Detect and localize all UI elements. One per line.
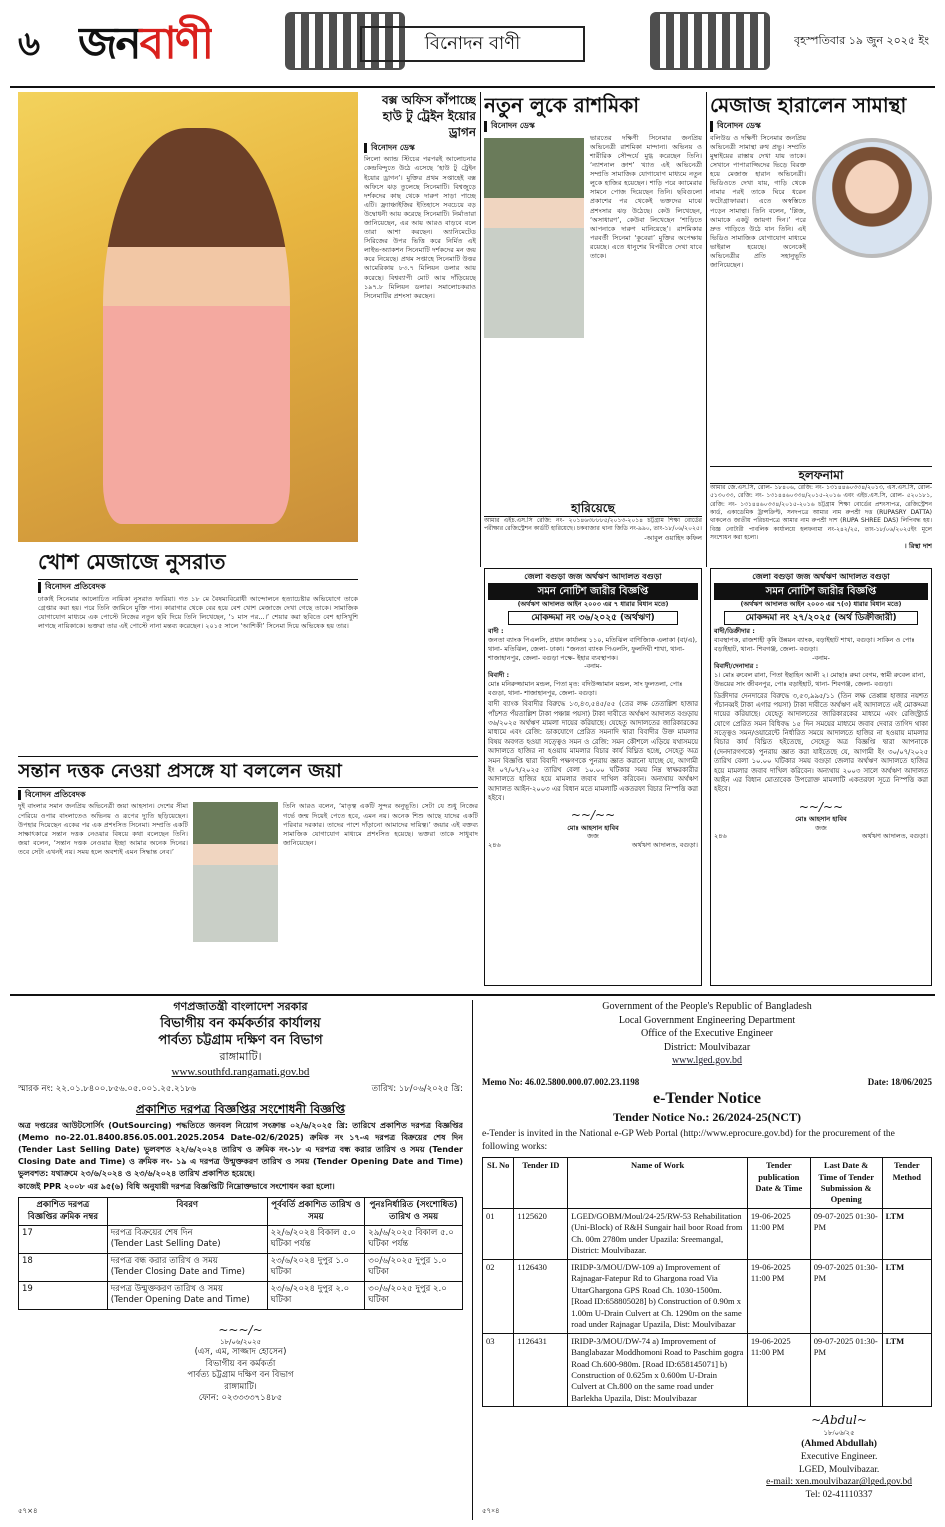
cell-old: ২২/৬/২০২৪ বিকাল ৫.০ ঘটিকা পর্যন্ত: [267, 1226, 365, 1254]
cell-work: IRIDP-3/MOU/DW-74 a) Improvement of Banglabazar Moddhomoni Road to Paschim gogra Road Ch.600-980m. [Road ID:658145071] b) Construction of 0.625m x 0.600m U-Drain Culvert at Ch.800 on the same road under Barlekha Upazila, Dist: Moulvibazar: [568, 1333, 748, 1407]
signer-place: রাঙ্গামাটি।: [224, 1381, 257, 1392]
article-dragon: [364, 92, 476, 752]
ad-code: ২৪৬: [714, 832, 727, 841]
table-row: [483, 1333, 932, 1407]
film-reel-icon: [650, 12, 770, 70]
notice-title: সমন নোটিশ জারীর বিজ্ঞপ্তি: [488, 583, 698, 601]
telephone: Tel: 02-41110337: [805, 1490, 873, 1501]
cell-id: 1125620: [514, 1208, 568, 1259]
notice-date: তারিখ: ১৮/০৬/২০২৫ খ্রি:: [371, 1083, 463, 1094]
case-number: মোকদ্দমা নং ২৭/২০২৫ (অর্থ ডিক্রীজারী): [724, 611, 918, 625]
signer-court: অর্থঋণ আদালত, বগুড়া।: [631, 841, 698, 850]
summons-notice-2: [710, 568, 932, 986]
article-body-left: দুই বাংলার সমান জনপ্রিয় অভিনেত্রী জয়া আহসান। দেশের সীমা পেরিয়ে ওপার বাংলাতেও অভিনয় ও রূপের দ্যুতি ছড়িয়েছেন। উপহার দিয়েছেন একের পর এক প্রশংসিত সিনেমা। সম্প্রতি একটি সাক্ষাৎকারে সন্তান দত্তক নেওয়ার বিষয়ে কথা বলেছেন তিনি। জয়া বলেন, ‘সন্তান দত্তক নেওয়ার ইচ্ছা আমার অনেক দিনের। তবে সেটা এখনই নয়। সময় হলে অবশ্যই এমন সিদ্ধান্ত নেব।’: [18, 802, 188, 856]
headline: নতুন লুকে রাশমিকা: [484, 93, 639, 117]
cell-new: ৩০/৬/২০২৫ দুপুর ১.০ ঘটিকা: [365, 1253, 463, 1281]
col-header: Tender ID: [514, 1158, 568, 1209]
cell-id: 1126430: [514, 1259, 568, 1333]
table-row: [483, 1259, 932, 1333]
signature: ~~/~~: [798, 799, 844, 814]
court-name: জেলা বগুড়া জজ অর্থঋণ আদালত বগুড়া: [524, 572, 662, 581]
ad-code: ৫৭×৪: [482, 1506, 500, 1515]
article-body: লিলো অ্যান্ড স্টিচের পরপরই আলোচনার কেন্দ্রবিন্দুতে উঠে এসেছে ‘হাউ টু ট্রেইন ইয়োর ড্রাগন’। মুক্তির প্রথম সপ্তাহেই বক্স অফিসে ঝড় তুলেছে সিনেমাটি। বিশ্বজুড়ে দর্শকদের কাছ থেকে দারুণ সাড়া পাচ্ছে এটি। ফ্র্যাঞ্চাইজির ইতিহাসে সবচেয়ে বড় উদ্বোধনী আয় করেছে সিনেমাটি। নির্মাতারা জানিয়েছেন, এর আয় আরও বাড়বে বলে তারা আশা করছেন। অ্যানিমেটেড সিরিজের উপর ভিত্তি করে নির্মিত এই লাইভ-অ্যাকশন সিনেমাটি দর্শকদের মন জয় করে নিয়েছে। প্রথম সপ্তাহে সিনেমাটি উত্তর আমেরিকায় ৮৩.৭ মিলিয়ন ডলার আয় করেছে। বিশ্বব্যাপী মোট আয় দাঁড়িয়েছে ১৯৭.৮ মিলিয়ন ডলার। সমালোচকরাও সিনেমাটির প্রশংসা করছেন।: [364, 155, 476, 300]
col-header: SL No: [483, 1158, 514, 1209]
nusrat-photo: [18, 92, 358, 542]
cell-desc: [107, 1253, 267, 1281]
cell-old: ২৩/৬/২০২৪ দুপুর ২.০ ঘটিকা: [267, 1281, 365, 1309]
signer-title: Executive Engineer.: [800, 1451, 878, 1462]
signer-title: জজ: [587, 832, 599, 841]
headline: মেজাজ হারালেন সামান্থা: [710, 93, 907, 117]
desc-en: (Tender Opening Date and Time): [110, 1295, 250, 1306]
signature: ~Abdul~: [811, 1413, 867, 1428]
lost-body: আমার এইচ.এস.সি রেজি: নং- ২০১৪৬৩৮৮৮৫/২০১৩-২০১৪ চট্টগ্রাম শিক্ষা বোর্ডের পরীক্ষার রেজিস্ট্রেশন কার্ডটি হারিয়েছে। চকবাজার থানা জিডি নং-৯৯০, তাং-১৮/০৬/২০২৫।: [484, 517, 702, 533]
col-header: পূর্ববর্তি প্রকাশিত তারিখ ও সময়: [267, 1198, 365, 1226]
cell-sl: 03: [483, 1333, 514, 1407]
versus: -বনাম-: [584, 662, 602, 671]
sign-date: ১৮/০৬/২০২৫: [219, 1338, 262, 1347]
divider: [10, 994, 935, 996]
notice-rule: (অর্থঋণ আদালত আইন ২০০৩ এর ৭(৩) ধারার বিধান মতে): [740, 600, 902, 609]
notice-body: অত্র দপ্তরের আউটসোর্সিং (OutSourcing) পদ্ধতিতে জনবল নিয়োগ সংক্রান্ত ০২/৬/২০২৫ খ্রি: তারিখে প্রকাশিত দরপত্র বিজ্ঞপ্তির (Memo no-22.01.8400.856.05.001.2025.2054 Date-02/6/2025) ক্রমিক নং ১৭-এ দরপত্র বিক্রয়ের শেষ দিন (Tender Last Selling Date) ভুলবশত ২২/৬/২০২৪ তারিখ ও ক্রমিক নং-১৮ এ দরপত্র বন্ধ করার তারিখ ও সময় (Tender Closing Date and Time) ও ক্রমিক নং- ১৯ এ দরপত্র উন্মুক্তকরণ তারিখ ও সময় (Tender Opening Date and Time) ভুলবশত: যথাক্রমে ২৩/৬/২০২৪ ও ২৩/৬/২০২৪ তারিখ প্রকাশিত হয়েছে।: [18, 1121, 463, 1179]
cell-method: LTM: [882, 1208, 931, 1259]
desc-bn: দরপত্র বন্ধ করার তারিখ ও সময়: [110, 1255, 218, 1266]
forest-tender-notice: [18, 1000, 463, 1520]
cell-no: 18: [19, 1253, 108, 1281]
col-header: Tender Method: [882, 1158, 931, 1209]
byline: বিনোদন ডেস্ক: [710, 121, 932, 132]
tender-table: [482, 1157, 932, 1407]
article-samantha: [710, 92, 932, 462]
headline: সন্তান দত্তক নেওয়া প্রসঙ্গে যা বললেন জয়া: [18, 756, 478, 788]
dept-line: Local Government Engineering Department: [618, 1014, 796, 1026]
article-rashmika: [484, 92, 702, 560]
byline: বিনোদন প্রতিবেদক: [38, 582, 358, 593]
signer-title: জজ: [815, 823, 827, 832]
headline: বক্স অফিস কাঁপাচ্ছে হাউ টু ট্রেইন ইয়োর ড্রাগন: [381, 93, 476, 140]
signer-name: (Ahmed Abdullah): [801, 1438, 877, 1449]
byline: বিনোদন ডেস্ক: [484, 121, 702, 132]
byline: বিনোদন প্রতিবেদক: [18, 790, 478, 801]
desc-en: (Tender Closing Date and Time): [110, 1267, 245, 1278]
cell-no: 19: [19, 1281, 108, 1309]
district-line: District: Moulvibazar: [663, 1041, 751, 1053]
defendant: ১। মোঃ রুবেল রানা, পিতা ইছাহিন আলী ২। মোছাঃ রুমা বেগম, স্বামী রুবেল রানা, উভয়ের সাং জীবনপুর, পোঃ বড়াইহাট, থানা- শিবগঞ্জ, জেলা- বগুড়া।: [714, 671, 926, 688]
ad-code: ৫৭×৪: [18, 1506, 38, 1515]
affidavit-title: হলফনামা: [710, 466, 932, 484]
samantha-photo: [812, 138, 932, 258]
signature: ~~/~~: [570, 808, 616, 823]
article-nusrat: [38, 548, 358, 748]
notice-intro: e-Tender is invited in the National e-GP Web Portal (http://www.eprocure.gov.bd) for the procurement of the following works:: [482, 1129, 895, 1153]
col-header: প্রকাশিত দরপত্র বিজ্ঞপ্তির ক্রমিক নম্বর: [19, 1198, 108, 1226]
cell-new: ৩০/৬/২০২৫ দুপুর ২.০ ঘটিকা: [365, 1281, 463, 1309]
page-number: ৬: [18, 24, 41, 64]
col-header: Tender publication Date & Time: [747, 1158, 810, 1209]
section-title: বিনোদন বাণী: [360, 26, 585, 62]
table-row: [19, 1253, 463, 1281]
signer-name: মোঃ আহসান হাবিব: [567, 823, 619, 832]
signer-title: বিভাগীয় বন কর্মকর্তা: [205, 1358, 276, 1369]
col-header: Last Date & Time of Tender Submission & Opening: [810, 1158, 882, 1209]
phone: ফোন: ০২৩৩৩৩৭১৪৮৫: [198, 1393, 283, 1404]
affidavit-notice: [710, 466, 932, 564]
table-row: [19, 1226, 463, 1254]
signer-name: (এস, এম, সাজ্জাদ হোসেন): [194, 1347, 287, 1358]
place-line: রাঙ্গামাটি।: [219, 1049, 262, 1063]
cell-pub: 19-06-2025 11:00 PM: [747, 1208, 810, 1259]
cell-pub: 19-06-2025 11:00 PM: [747, 1333, 810, 1407]
logo-part1: জন: [78, 18, 140, 69]
signature: ~~~/~: [218, 1322, 263, 1337]
ad-code: ২৪৬: [488, 841, 501, 850]
cell-desc: [107, 1281, 267, 1309]
cell-last: 09-07-2025 01:30-PM: [810, 1259, 882, 1333]
notice-title: সমন নোটিশ জারীর বিজ্ঞপ্তি: [714, 583, 928, 601]
memo-number: স্মারক নং: ২২.০১.৮৪০০.৮৫৬.০৫.০০১.২৫.২১৮৬: [18, 1083, 197, 1094]
cell-method: LTM: [882, 1259, 931, 1333]
cell-last: 09-07-2025 01:30-PM: [810, 1208, 882, 1259]
lost-notice: [484, 500, 702, 562]
article-joya: [18, 756, 478, 988]
etender-notice: [482, 1000, 932, 1520]
divider: [472, 1000, 473, 1520]
cell-new: ২৯/৬/২০২৫ বিকাল ৫.০ ঘটিকা পর্যন্ত: [365, 1226, 463, 1254]
cell-work: IRIDP-3/MOU/DW-109 a) Improvement of Rajnagar-Fatepur Rd to Ghargona road Via UttarGhargona GPS Road Ch. 1030-1500m. [Road ID:658805028] b) Construction of 0.90m x 1.00m U-Drain Culvert at Ch. 1290m on the same road under Rajnagar Upazila, Dist: Moulvibazar: [568, 1259, 748, 1333]
plaintiff: জনতা ব্যাংক পিএলসি, প্রধান কার্যালয় ১১০, মতিঝিল বাণিজ্যিক এলাকা (বা/এ), থানা- মতিঝিল, জেলা- ঢাকা। “জনতা ব্যাংক পিএলসি, ফুলদিঘী শাখা, থানা- শাজাহানপুর, জেলা- বগুড়া পক্ষে- ইহার ব্যবস্থাপক।: [488, 635, 698, 662]
rashmika-photo: [484, 138, 584, 338]
signer-office: পার্বত্য চট্টগ্রাম দক্ষিণ বন বিভাগ: [187, 1370, 294, 1381]
notice-date: Date: 18/06/2025: [867, 1076, 932, 1087]
cell-desc: [107, 1226, 267, 1254]
article-body: ঢাকাই সিনেমার আলোচিত নায়িকা নুসরাত ফারিয়া। গত ১৮ মে বৈষম্যবিরোধী আন্দোলনে হত্যাচেষ্টার অভিযোগে তাকে গ্রেপ্তার করা হয়। পরে তিনি জামিনে মুক্তি পান। কারাগার থেকে বের হয়ে বেশ খোশ মেজাজে দেখা গেছে তাকে। সামাজিক যোগাযোগ মাধ্যমে এক পোস্টে নিজের নতুন ছবি দিয়ে তিনি লিখেছেন, ‘১ মাস পর...।’ শেয়ার করা ছবিতে বেশ হাসিখুশি লাগছে নায়িকাকে। ভক্তরা তার এই পোস্টে নানা মন্তব্য করেছেন। ২০১৫ সালে ‘আশিকী’ সিনেমা দিয়ে অভিষেক হয় তার।: [38, 595, 358, 631]
cell-pub: 19-06-2025 11:00 PM: [747, 1259, 810, 1333]
article-body: ভারতের দক্ষিণী সিনেমার জনপ্রিয় অভিনেত্রী রাশমিকা মান্দানা। অভিনয় ও শারীরিক সৌন্দর্যে মুগ্ধ করেছেন তিনি। ‘ন্যাশনাল ক্রাশ’ খ্যাত এই অভিনেত্রী সম্প্রতি সামাজিক যোগাযোগ মাধ্যমে নতুন লুকে হাজির হয়েছেন। শাড়ি পরে ক্যামেরার সামনে পোজ দিয়েছেন তিনি। ছবিগুলো প্রকাশের পর থেকেই ভক্তদের মাঝে প্রশংসার ঝড় উঠেছে। কেউ লিখেছেন, ‘অসাধারণ’, কেউবা লিখেছেন ‘শাড়িতে আপনাকে দারুণ মানিয়েছে’। রাশমিকার পরবর্তী সিনেমা ‘কুবেরা’ মুক্তির অপেক্ষায় রয়েছে। এতে ধানুশের বিপরীতে দেখা যাবে তাকে।: [590, 133, 702, 261]
notice-body: ডিক্রীদার দেনদারের বিরুদ্ধে ৩,৫৩,৯৯৫/১১ (তিন লক্ষ তেপ্পান্ন হাজার নয়শত পঁচানব্বই টাকা এগার পয়সা) টাকা দাবীতে অর্থঋণ এই আদালতে এই মোকদ্দমা দায়ের করিয়াছে। যেহেতু আদালতের জারিকারকের মাধ্যমে এবং রেজিস্ট্রার্ড যোগে প্রেরিত সমন বিধিবদ্ধ ১৫ দিন সময়ের মাধ্যমে জবাব দেবার তাগিদ থাকা সত্ত্বেও সমন/ওয়ারেন্টে নির্ধারিত সময়ে আদালতে হাজির না হওয়ায় মামলার বিচার কার্য বিঘ্নিত হইতেছে, সেহেতু অত্র বিজ্ঞপ্তি দ্বারা আপনাকে (দেনদারগণকে) পুনরায় জ্ঞাত করা যাইতেছে যে, আগামী ইং ৩০/০৭/২০২৫ তারিখ বেলা ১০.০০ ঘটিকার সময় বগুড়া জেলার অর্থঋণ আদালতে হাজির হয়ে মামলার জবাব দাখিল করিবেন। অন্যথায় ২০০৩ সালে অর্থঋণ আদালত আইন এর বিধান মোতাবেক উপরোক্ত মামলাটি একতরফা সূত্রে নিস্পত্তি করা হইবে।: [714, 691, 928, 794]
versus: -বনাম-: [812, 653, 830, 662]
cell-no: 17: [19, 1226, 108, 1254]
defendant-label: বিবাদী/দেনাদার :: [714, 662, 759, 671]
office-line: বিভাগীয় বন কর্মকর্তার কার্যালয়: [160, 1015, 321, 1031]
cell-work: LGED/GOBM/Moul/24-25/RW-53 Rehabilitation (Uni-Block) of R&H Sungair hail boor Road from Ch. 00m 2780m under Upazila: Sreemangal, District: Moulvibazar.: [568, 1208, 748, 1259]
plaintiff: ব্যবস্থাপক, রাজশাহী কৃষি উন্নয়ন ব্যাংক, বড়াইহাট শাখা, বগুড়া। সাকিন ও পোঃ বড়াইহাট, থানা- শিবগঞ্জ, জেলা- বগুড়া।: [714, 635, 915, 653]
plaintiff-label: বাদী :: [488, 627, 504, 636]
cell-id: 1126431: [514, 1333, 568, 1407]
signer-name: মোঃ আহসান হাবিব: [795, 814, 847, 823]
desc-en: (Tender Last Selling Date): [110, 1239, 221, 1250]
table-row: [19, 1281, 463, 1309]
col-header: Name of Work: [568, 1158, 748, 1209]
signer-court: অর্থঋণ আদালত, বগুড়া।: [861, 832, 928, 841]
sign-date: ১৮/০৬/২৫: [823, 1428, 855, 1437]
summons-notice-1: [484, 568, 702, 986]
col-header: বিবরণ: [107, 1198, 267, 1226]
desc-bn: দরপত্র উন্মুক্তকরণ তারিখ ও সময়: [110, 1283, 223, 1294]
case-number: মোকদ্দমা নং ৩৬/২০২৫ (অর্থঋণ): [508, 611, 678, 625]
newspaper-logo[interactable]: [78, 14, 212, 73]
division-line: পার্বত্য চট্টগ্রাম দক্ষিণ বন বিভাগ: [158, 1033, 323, 1049]
cell-sl: 01: [483, 1208, 514, 1259]
court-name: জেলা বগুড়া জজ অর্থঋণ আদালত বগুড়া: [752, 572, 890, 581]
affidavit-body: আমার জে.এস.সি, রোল- ১৮৪০৬, রেজি: নং- ১৩১৪৪৬০৩৩৪/২০১৩, এস.এস.সি, রোল- ৫১৩০৩৩, রেজি: নং- ১৩১৪৪৬০৩৩৪/২০১৫-২০১৬ এবং এইচ.এস.সি, রোল- ৫২০১৮১, রেজি: নং- ১৩১৪৪৬০৩৩৪/২০১৫-২০১৬ চট্টগ্রাম শিক্ষা বোর্ডের প্রশংসাপত্র, রেজিস্ট্রেশন কার্ড, একাডেমিক ট্রান্সক্রিপ্ট, সনদপত্রে আমার নাম রুপশ্রী দত্ত (RUPASRY DATTA) থাকলেও জাতীয় পরিচয়পত্রে আমার নাম রুপশ্রী দাশ (RUPA SHREE DAS) লিপিবদ্ধ হয়। বিজ্ঞ নোটারী পাবলিক কার্যালয়ে হলফনামা নং-২৪২/২৫, তাং-১৮/০৬/২০২৫ইং মূলে সংশোধন করা হলো।: [710, 484, 932, 541]
article-body-right: তিনি আরও বলেন, ‘মাতৃত্ব একটি সুন্দর অনুভূতি। সেটা যে শুধু নিজের গর্ভে জন্ম দিয়েই পেতে হবে, এমন নয়। অনেক শিশু আছে যাদের একটি পরিবার দরকার। তাদের পাশে দাঁড়ানো আমাদের দায়িত্ব।’ জয়ার এই বক্তব্য সামাজিক যোগাযোগ মাধ্যমে প্রশংসিত হয়েছে। ভক্তরা তাকে সাধুবাদ জানিয়েছেন।: [283, 802, 478, 847]
office-line: Office of the Executive Engineer: [641, 1028, 773, 1039]
website-link[interactable]: www.southfd.rangamati.gov.bd: [171, 1065, 310, 1078]
plaintiff-label: বাদী/ডিক্রীদার :: [714, 627, 755, 636]
gov-line: গণপ্রজাতন্ত্রী বাংলাদেশ সরকার: [173, 1000, 308, 1013]
signer-office: LGED, Moulvibazar.: [798, 1464, 880, 1475]
divider: [706, 92, 707, 567]
issue-date: বৃহস্পতিবার ১৯ জুন ২০২৫ ইং: [793, 34, 929, 47]
lost-title: হারিয়েছে: [484, 500, 702, 517]
cell-sl: 02: [483, 1259, 514, 1333]
affidavit-name: । রিস্থা দাশ: [904, 542, 932, 551]
col-header: পুনঃনির্ধারিত (সংশোধিত) তারিখ ও সময়: [365, 1198, 463, 1226]
headline: খোশ মেজাজে নুসরাত: [38, 548, 358, 580]
defendant-label: বিবাদী :: [488, 671, 510, 680]
defendant: মোঃ মনিরুজ্জামান মন্ডল, পিতা মৃত: বদিউজ্জামান মন্ডল, সাং ফুলতলা, পোঃ বগুড়া, থানা- শাজাহানপুর, জেলা- বগুড়া।: [488, 679, 683, 697]
divider: [480, 92, 481, 567]
memo-number: Memo No: 46.02.5800.000.07.002.23.1198: [482, 1076, 640, 1087]
email-link[interactable]: e-mail: xen.moulvibazar@lged.gov.bd: [766, 1477, 912, 1488]
notice-title: প্রকাশিত দরপত্র বিজ্ঞপ্তির সংশোধনী বিজ্ঞপ্তি: [135, 1102, 346, 1117]
notice-body: বাদী ব্যাংক বিবাদীর বিরুদ্ধে ১৩,৪৩,৫৪৫/৫৫ (তের লক্ষ তেতাল্লিশ হাজার পাঁচশত পঁয়তাল্লিশ টাকা পঞ্চান্ন পয়সা) টাকা দাবীতে অর্থঋণ আদালত বগুড়ায় ৩৬/২০২৫ অর্থঋণ মামলা দায়ের করিয়াছে। যেহেতু আদালতের জারিকারকের মাধ্যমে এবং রেজি: ডাকযোগে প্রেরিত সমনাদি দ্বারা বিবাদীর উক্ত মামলার বিষয় অবগত হওয়া সত্ত্বেও সমন ও রেজি: সমন কৌশলে এড়িয়ে যথাসময়ে আদালতে হাজির না হওয়ায় মামলার বিচার কার্য বিঘ্নিত হচ্ছে, সেহেতু অত্র সমন বিজ্ঞপ্তি দ্বারা বিবাদী পক্ষগণকে পুনরায় জ্ঞাত করানো যাচ্ছে যে, আগামী ইং ০৭/০৭/২০২৫ তারিখ বেলা ১০.০০ ঘটিকার সময় নিম্ন স্বাক্ষরকারীর আদালতে হাজির হয়ে মামলার জবাব দাখিল করিবেন। অন্যথায় অর্থঋণ আদালত আইন-২০০৩ এর বিধান মতে মামলাটি একতরফা বিচার নিস্পত্তি করা হইবে।: [488, 700, 698, 803]
amendment-table: [18, 1197, 463, 1310]
logo-part2: বাণী: [139, 18, 213, 69]
byline: বিনোদন ডেস্ক: [364, 143, 476, 154]
desc-bn: দরপত্র বিক্রয়ের শেষ দিন: [110, 1228, 193, 1239]
lost-name: -আবুল ওয়াহিদ কফিল: [644, 533, 702, 542]
joya-photo: [193, 802, 278, 942]
table-row: [483, 1208, 932, 1259]
cell-old: ২৩/৬/২০২৪ দুপুর ১.০ ঘটিকা: [267, 1253, 365, 1281]
website-link[interactable]: www.lged.gov.bd: [671, 1055, 743, 1066]
cell-method: LTM: [882, 1333, 931, 1407]
article-body: বলিউড ও দক্ষিণী সিনেমার জনপ্রিয় অভিনেত্রী সামান্থা রুথ প্রভু। সম্প্রতি মুম্বাইয়ের রাস্তায় দেখা যায় তাকে। সেখানে পাপারাজ্জিদের ভিড়ে বিরক্ত হয়ে মেজাজ হারান অভিনেত্রী। ভিডিওতে দেখা যায়, গাড়ি থেকে নামার পরই তাকে ঘিরে ধরেন ফটোগ্রাফাররা। এতে অস্বস্তিতে পড়েন সামান্থা। তিনি বলেন, ‘প্লিজ, আমাকে একটু জায়গা দিন।’ পরে দ্রুত গাড়িতে উঠে যান তিনি। এই ভিডিও সামাজিক যোগাযোগ মাধ্যমে ভাইরাল হয়েছে। অনেকেই অভিনেত্রীর প্রতি সহানুভূতি জানিয়েছেন।: [710, 133, 806, 270]
tender-number: Tender Notice No.: 26/2024-25(NCT): [613, 1110, 801, 1125]
notice-body-2: কাজেই PPR ২০০৮ এর ৯৫(৬) বিধি অনুযায়ী দরপত্র বিজ্ঞপ্তিটি নিম্নোক্তভাবে সংশোধন করা হলো।: [18, 1182, 335, 1192]
notice-title: e-Tender Notice: [653, 1089, 761, 1107]
notice-rule: (অর্থঋণ আদালত আইন ২০০৩ এর ৭ ধারার বিধান মতে): [517, 600, 669, 609]
gov-line: Government of the People's Republic of Bangladesh: [602, 1001, 812, 1012]
cell-last: 09-07-2025 01:30-PM: [810, 1333, 882, 1407]
